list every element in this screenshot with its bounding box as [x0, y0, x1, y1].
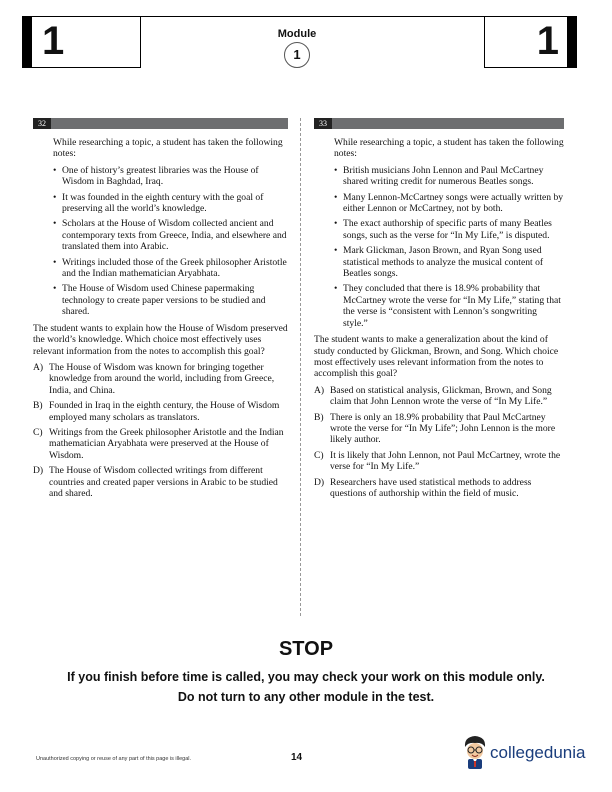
module-number-badge: 1: [284, 42, 310, 68]
question-prompt: The student wants to make a generalization about the kind of study conducted by Glickman, Brown, and Song. Which choice most effectively uses relevant information from the notes to accomplish this goal?: [314, 334, 559, 380]
option-letter: A): [314, 384, 325, 396]
note-item: • The House of Wisdom used Chinese papermaking technology to create paper versions to be studied and shared.: [53, 283, 288, 317]
collegedunia-logo: [460, 733, 600, 773]
note-item: • Mark Glickman, Jason Brown, and Ryan Song used statistical methods to analyze the musical content of Beatles songs.: [334, 245, 564, 279]
note-item: • Writings included those of the Greek philosopher Aristotle and the Indian mathematician Aryabhata.: [53, 257, 288, 280]
question-number-bar: [314, 118, 564, 129]
copyright-notice: Unauthorized copying or reuse of any part of this page is illegal.: [36, 756, 192, 762]
note-item: • Many Lennon-McCartney songs were actually written by either Lennon or McCartney, not by both.: [334, 192, 564, 215]
note-item: • One of history’s greatest libraries was the House of Wisdom in Baghdad, Iraq.: [53, 165, 288, 188]
option-text: Founded in Iraq in the eighth century, the House of Wisdom employed many scholars as translators.: [49, 400, 280, 423]
note-item: • British musicians John Lennon and Paul McCartney shared writing credit for numerous Beatles songs.: [334, 165, 564, 188]
option-letter: A): [33, 361, 44, 373]
notes-list: [334, 165, 564, 329]
page-number: 14: [291, 752, 303, 763]
answer-option-c[interactable]: [33, 427, 288, 461]
question-intro: While researching a topic, a student has taken the following notes:: [53, 137, 283, 160]
column-divider: [300, 118, 301, 616]
logo-text: collegedunia: [490, 743, 586, 762]
answer-option-b[interactable]: [314, 412, 564, 446]
header-left-box: [22, 16, 141, 68]
note-item: • Scholars at the House of Wisdom collected ancient and contemporary texts from Greece, India, and elsewhere and translated them into Arabic.: [53, 218, 288, 252]
option-letter: D): [314, 476, 325, 488]
answer-option-a[interactable]: [33, 362, 288, 396]
notes-list: [53, 165, 288, 318]
question-intro: While researching a topic, a student has taken the following notes:: [334, 137, 564, 160]
option-text: It is likely that John Lennon, not Paul McCartney, wrote the verse for “In My Life.”: [330, 449, 561, 473]
option-text: The House of Wisdom collected writings from different countries and created paper versions in Arabic to be studied and shared.: [49, 465, 278, 499]
answer-option-c[interactable]: [314, 450, 564, 473]
option-letter: C): [33, 426, 43, 438]
note-item: • The exact authorship of specific parts of many Beatles songs, such as the verse for “In My Life,” is disputed.: [334, 218, 564, 241]
stop-heading: STOP: [278, 638, 334, 660]
module-number-right: 1: [536, 19, 559, 63]
option-text: The House of Wisdom was known for bringing together knowledge from around the world, including from Greece, India, and China.: [49, 361, 275, 396]
question-number: 32: [33, 118, 51, 129]
question-number: 33: [314, 118, 332, 129]
option-text: Based on statistical analysis, Glickman, Brown, and Song claim that John Lennon wrote the verse of “In My Life.”: [330, 384, 552, 408]
module-label-block: [262, 28, 332, 68]
answer-option-d[interactable]: [314, 477, 564, 500]
option-letter: B): [314, 411, 324, 423]
note-item: • It was founded in the eighth century with the goal of preserving all the world’s knowledge.: [53, 192, 288, 215]
mascot-icon: [460, 733, 490, 771]
module-label: Module: [277, 28, 317, 40]
stop-instruction-2: Do not turn to any other module in the test.: [177, 690, 435, 704]
note-item: • They concluded that there is 18.9% probability that McCartney wrote the verse for “In My Life,” stating that the verse is “consistent with Lennon’s songwriting style.”: [334, 283, 564, 329]
question-prompt: The student wants to explain how the House of Wisdom preserved the world’s knowledge. Which choice most effectively uses relevant information from the notes to accomplish this goal?: [33, 322, 288, 357]
header-right-box: [484, 16, 577, 68]
question-33: [314, 118, 564, 503]
question-32: [33, 118, 288, 503]
answer-option-a[interactable]: [314, 385, 564, 408]
option-text: Researchers have used statistical methods to address questions of authorship within the field of music.: [330, 476, 532, 499]
answer-option-d[interactable]: [33, 465, 288, 499]
option-text: There is only an 18.9% probability that Paul McCartney wrote the verse for “In My Life”; John Lennon is the more likely author.: [330, 411, 556, 446]
module-number-left: 1: [42, 19, 65, 63]
header-rule: [130, 16, 484, 17]
option-letter: C): [314, 449, 324, 461]
option-text: Writings from the Greek philosopher Aristotle and the Indian mathematician Aryabhata were preserved at the House of Wisdom.: [49, 426, 284, 461]
question-number-bar: [33, 118, 288, 129]
option-letter: B): [33, 400, 43, 412]
answer-option-b[interactable]: [33, 400, 288, 423]
stop-instruction-1: If you finish before time is called, you may check your work on this module only.: [67, 670, 545, 684]
option-letter: D): [33, 465, 44, 477]
